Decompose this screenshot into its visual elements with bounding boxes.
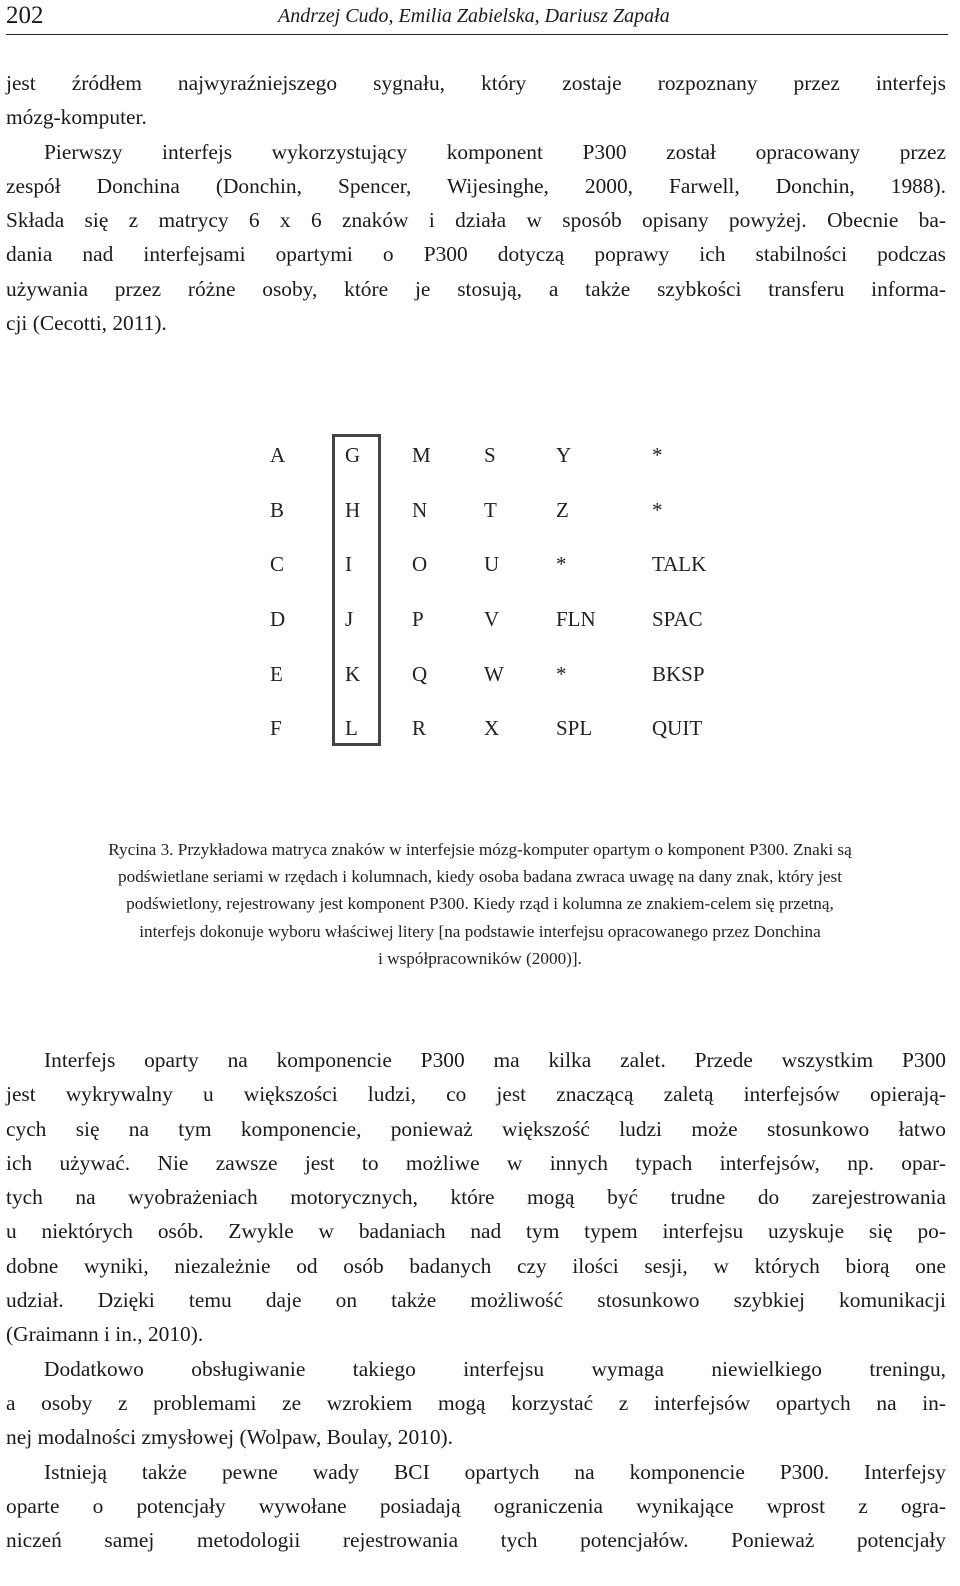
matrix-cell: I <box>345 552 352 576</box>
text-line: jest źródłem najwyraźniejszego sygnału, który zostaje rozpoznany przez interfejs <box>6 71 946 95</box>
text-line: cji (Cecotti, 2011). <box>6 311 167 336</box>
text-line: dobne wyniki, niezależnie od osób badanych czy ilości sesji, w których biorą one <box>6 1253 946 1278</box>
page-number: 202 <box>6 2 44 29</box>
matrix-cell: N <box>412 498 428 522</box>
text-line: dania nad interfejsami opartymi o P300 dotyczą poprawy ich stabilności podczas <box>6 242 946 267</box>
text-line: (Graimann i in., 2010). <box>6 1322 204 1347</box>
text-line: Pierwszy interfejs wykorzystujący komponent P300 został opracowany przez <box>44 139 946 164</box>
highlighted-column-box <box>332 434 381 746</box>
matrix-cell: * <box>556 662 567 686</box>
matrix-cell: G <box>345 443 361 467</box>
matrix-cell: M <box>412 443 431 467</box>
text-line: Składa się z matrycy 6 x 6 znaków i działa w sposób opisany powyżej. Obecnie ba- <box>6 208 946 233</box>
matrix-cell: Z <box>556 498 569 522</box>
matrix-cell: B <box>270 498 285 522</box>
matrix-cell: L <box>345 716 358 740</box>
matrix-cell: P <box>412 607 424 631</box>
matrix-cell: F <box>270 716 282 740</box>
matrix-cell: * <box>652 498 663 522</box>
matrix-cell: A <box>270 443 286 467</box>
text-line: ich używać. Nie zawsze jest to możliwe w innych typach interfejsów, np. opar- <box>6 1150 946 1175</box>
paragraph <box>6 1455 946 1558</box>
caption-line: i współpracowników (2000)]. <box>378 948 582 968</box>
matrix-cell: W <box>484 662 504 686</box>
paragraph <box>6 1352 946 1455</box>
text-line: jest wykrywalny u większości ludzi, co jest znaczącą zaletą interfejsów opierają- <box>6 1082 946 1107</box>
text-line: niczeń samej metodologii rejestrowania tych potencjałów. Ponieważ potencjały <box>6 1528 946 1553</box>
text-line: używania przez różne osoby, które je stosują, a także szybkości transferu informa- <box>6 276 946 301</box>
matrix-cell: FLN <box>556 607 596 631</box>
text-line: mózg-komputer. <box>6 105 147 130</box>
text-line: cych się na tym komponencie, ponieważ większość ludzi może stosunkowo łatwo <box>6 1116 946 1141</box>
matrix-cell: Q <box>412 662 428 686</box>
caption-line: podświetlony, rejestrowany jest komponent P300. Kiedy rząd i kolumna ze znakiem-celem się przetną, <box>126 894 834 914</box>
text-line: oparte o potencjały wywołane posiadają ograniczenia wynikające wprost z ogra- <box>6 1493 946 1518</box>
matrix-cell: X <box>484 716 500 740</box>
matrix-cell: Y <box>556 443 572 467</box>
matrix-cell: E <box>270 662 283 686</box>
body-text-top <box>6 66 946 340</box>
caption-line: Rycina 3. Przykładowa matryca znaków w interfejsie mózg-komputer opartym o komponent P300. Znaki są <box>108 840 852 859</box>
paragraph <box>6 1043 946 1352</box>
figure-caption <box>14 836 946 972</box>
caption-line: interfejs dokonuje wyboru właściwej litery [na podstawie interfejsu opracowanego przez Donchina <box>139 921 821 941</box>
matrix-cell: V <box>484 607 500 631</box>
text-line: Interfejs oparty na komponencie P300 ma kilka zalet. Przede wszystkim P300 <box>44 1048 946 1072</box>
matrix-cell: J <box>345 607 354 631</box>
text-line: Dodatkowo obsługiwanie takiego interfejsu wymaga niewielkiego treningu, <box>44 1356 946 1381</box>
matrix-cell: SPL <box>556 716 593 740</box>
running-header <box>6 0 948 35</box>
matrix-cell: * <box>652 443 663 467</box>
matrix-cell: O <box>412 552 428 576</box>
matrix-cell: D <box>270 607 286 631</box>
matrix-cell: C <box>270 552 285 576</box>
matrix-cell: QUIT <box>652 716 703 740</box>
matrix-cell: S <box>484 443 496 467</box>
body-text-bottom <box>6 1043 946 1557</box>
paragraph <box>6 135 946 341</box>
matrix-cell: BKSP <box>652 662 705 686</box>
matrix-cell: TALK <box>652 552 707 576</box>
text-line: Istnieją także pewne wady BCI opartych na komponencie P300. Interfejsy <box>44 1459 946 1484</box>
running-head-authors: Andrzej Cudo, Emilia Zabielska, Dariusz Zapała <box>278 5 670 27</box>
text-line: zespół Donchina (Donchin, Spencer, Wijesinghe, 2000, Farwell, Donchin, 1988). <box>6 173 946 198</box>
text-line: udział. Dzięki temu daje on także możliwość stosunkowo szybkiej komunikacji <box>6 1288 946 1313</box>
matrix-cell: R <box>412 716 427 740</box>
caption-line: podświetlane seriami w rzędach i kolumnach, kiedy osoba badana zwraca uwagę na dany znak, który jest <box>118 867 842 887</box>
paragraph <box>6 66 946 135</box>
text-line: a osoby z problemami ze wzrokiem mogą korzystać z interfejsów opartych na in- <box>6 1390 946 1415</box>
matrix-cell: * <box>556 552 567 576</box>
matrix-cell: U <box>484 552 500 576</box>
matrix-cell: T <box>484 498 497 522</box>
text-line: u niektórych osób. Zwykle w badaniach nad tym typem interfejsu uzyskuje się po- <box>6 1219 946 1244</box>
matrix-cell: SPAC <box>652 607 703 631</box>
text-line: nej modalności zmysłowej (Wolpaw, Boulay, 2010). <box>6 1425 453 1450</box>
matrix-cell: H <box>345 498 361 522</box>
text-line: tych na wyobrażeniach motorycznych, które mogą być trudne do zarejestrowania <box>6 1185 946 1210</box>
matrix-cell: K <box>345 662 361 686</box>
